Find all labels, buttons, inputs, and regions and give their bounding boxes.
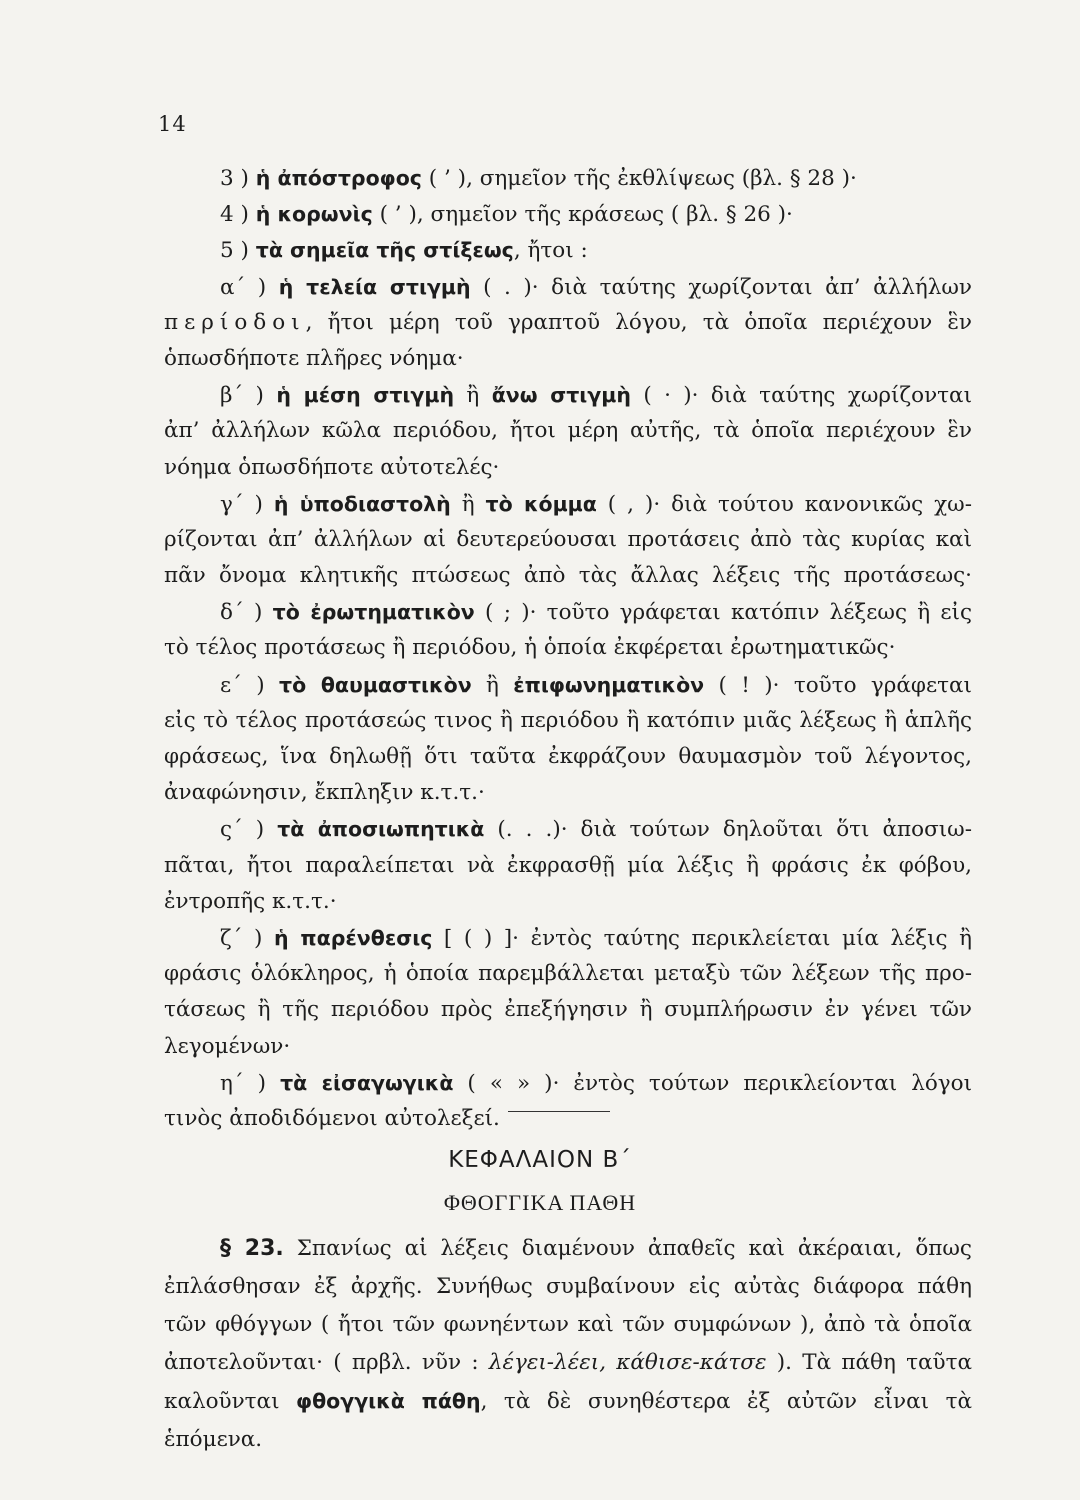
item-text: , ἤτοι :	[513, 238, 588, 264]
subitem-label: η΄ )	[220, 1070, 267, 1096]
subitem-text: [ ( ) ]· ἐντὸς ταύτης περικλείεται μία λέξις ἢ	[432, 925, 973, 951]
subitem-label: β΄ )	[220, 383, 264, 409]
subitem-gamma	[164, 486, 972, 522]
subitem-label: ζ΄ )	[220, 925, 263, 951]
subitem-beta	[164, 377, 972, 413]
term-apostrophe: ἡ ἀπόστροφος	[255, 166, 422, 190]
subitem-eta	[164, 1065, 972, 1101]
subitem-text: , ἤτοι μέρη τοῦ γραπτοῦ λόγου, τὰ ὁποῖα περιέχουν ἓν	[305, 309, 972, 335]
section-text: , τὰ δὲ συνηθέστερα ἐξ αὐτῶν εἶναι τὰ ἑπόμενα.	[164, 1389, 972, 1452]
item-text: ( ’ ), σημεῖον τῆς ἐκθλίψεως (βλ. § 28 )·	[421, 166, 857, 191]
item-text: ( ’ ), σημεῖον τῆς κράσεως ( βλ. § 26 )·	[372, 202, 793, 228]
term-hypodiastole: ἡ ὑποδιαστολὴ	[273, 491, 451, 516]
text-line: φράσεως, ἵνα δηλωθῇ ὅτι ταῦτα ἐκφράζουν θαυμασμὸν τοῦ λέγοντος,	[164, 744, 972, 769]
subitem-text: ( ; )· τοῦτο γράφεται κατόπιν λέξεως ἢ εἰς	[474, 600, 972, 626]
term-interjection: ἐπιφωνηματικὸν	[513, 672, 705, 697]
text-line: τῶν φθόγγων ( ἤτοι τῶν φωνηέντων καὶ τῶν συμφώνων ), ἀπὸ τὰ ὁποῖα	[164, 1312, 972, 1337]
section-text: Σπανίως αἱ λέξεις διαμένουν ἀπαθεῖς καὶ ἀκέραιαι, ὅπως	[283, 1236, 972, 1261]
text-line: λεγομένων·	[164, 1033, 291, 1059]
term-punctuation-marks: τὰ σημεῖα τῆς στίξεως	[255, 238, 514, 263]
text-line: πᾶται, ἤτοι παραλείπεται νὰ ἐκφρασθῇ μία λέξις ἢ φράσις ἐκ φόβου,	[164, 852, 972, 878]
item-label: 5 )	[220, 238, 249, 264]
text-line: τινὸς ἀποδιδόμενοι αὐτολεξεί.	[164, 1105, 500, 1131]
conjunction: ἢ	[454, 383, 492, 409]
subitem-text: ( « » )· ἐντὸς τούτων περικλείονται λόγοι	[453, 1070, 973, 1096]
section-number: § 23.	[220, 1236, 284, 1261]
section-divider	[508, 1111, 610, 1112]
section-text: ). Τὰ πάθη ταῦτα	[766, 1350, 972, 1375]
term-exclamation: τὸ θαυμαστικὸν	[279, 672, 472, 697]
subitem-delta	[164, 594, 972, 630]
term-quotation-marks: τὰ εἰσαγωγικὰ	[280, 1070, 454, 1095]
term-parenthesis: ἡ παρένθεσις	[273, 925, 433, 950]
term-phonetic-changes: φθογγικὰ πάθη	[296, 1389, 481, 1413]
section-text: ἀποτελοῦνται· ( πρβλ. νῦν :	[164, 1350, 489, 1375]
conjunction: ἢ	[450, 491, 486, 517]
term-upper-dot: ἄνω στιγμὴ	[491, 383, 631, 408]
subitem-alpha	[164, 269, 972, 305]
text-line: ρίζονται ἀπ’ ἀλλήλων αἱ δευτερεύουσαι προτάσεις ἀπὸ τὰς κυρίας καὶ	[164, 526, 972, 552]
item-label: 4 )	[220, 202, 249, 228]
text-line: ἀπ’ ἀλλήλων κῶλα περιόδου, ἤτοι μέρη αὐτῆς, τὰ ὁποῖα περιέχουν ἓν	[164, 418, 972, 444]
term-question-mark: τὸ ἐρωτηματικὸν	[272, 600, 475, 625]
punctuation-list	[164, 160, 972, 1137]
item-3	[164, 160, 972, 196]
subitem-text: (. . .)· διὰ τούτων δηλοῦται ὅτι ἀποσιω-	[484, 817, 972, 843]
term-middle-dot: ἡ μέση στιγμὴ	[276, 383, 455, 408]
section-23	[164, 1230, 972, 1452]
text-line	[164, 1344, 972, 1382]
text-line	[164, 1230, 972, 1268]
term-full-stop: ἡ τελεία στιγμὴ	[278, 274, 471, 299]
text-line	[164, 305, 972, 341]
text-line: ὁπωσδήποτε πλῆρες νόημα·	[164, 345, 464, 371]
term-coronis: ἡ κορωνὶς	[255, 202, 373, 227]
subitem-text: ( , )· διὰ τούτου κανονικῶς χω-	[596, 491, 972, 517]
subitem-text: ( · )· διὰ ταύτης χωρίζονται	[630, 383, 972, 409]
text-line: τὸ τέλος προτάσεως ἢ περιόδου, ἡ ὁποία ἐκφέρεται ἐρωτηματικῶς·	[164, 635, 896, 661]
text-line: φράσις ὁλόκληρος, ἡ ὁποία παρεμβάλλεται μεταξὺ τῶν λέξεων τῆς προ-	[164, 961, 972, 987]
subitem-text: ( ! )· τοῦτο γράφεται	[704, 672, 972, 698]
conjunction: ἢ	[471, 672, 514, 698]
example-words: λέγει-λέει, κάθισε-κάτσε	[488, 1350, 767, 1375]
item-5	[164, 232, 972, 268]
subitem-label: δ΄ )	[220, 600, 263, 626]
spaced-word: περίοδοι	[164, 309, 306, 335]
term-ellipsis: τὰ ἀποσιωπητικὰ	[277, 817, 485, 842]
item-4	[164, 196, 972, 232]
subitem-label: ς΄ )	[220, 817, 265, 843]
subitem-epsilon	[164, 667, 972, 703]
text-line: ἐπλάσθησαν ἐξ ἀρχῆς. Συνήθως συμβαίνουν εἰς αὐτὰς διάφορα πάθη	[164, 1274, 972, 1299]
page-number: 14	[158, 112, 187, 136]
text-line: ἀναφώνησιν, ἔκπληξιν κ.τ.τ.·	[164, 780, 485, 806]
subitem-label: ε΄ )	[220, 672, 265, 698]
subitem-label: α΄ )	[220, 274, 267, 300]
term-comma: τὸ κόμμα	[485, 491, 597, 516]
text-line	[164, 1382, 972, 1452]
text-line: ἐντροπῆς κ.τ.τ.·	[164, 888, 337, 914]
subitem-stigma	[164, 811, 972, 847]
text-line: πᾶν ὄνομα κλητικῆς πτώσεως ἀπὸ τὰς ἄλλας λέξεις τῆς προτάσεως·	[164, 563, 972, 589]
subitem-label: γ΄ )	[220, 491, 263, 517]
subitem-zeta	[164, 920, 972, 956]
section-text: καλοῦνται	[164, 1389, 297, 1414]
text-line: εἰς τὸ τέλος προτάσεώς τινος ἢ περιόδου ἢ κατόπιν μιᾶς λέξεως ἢ ἁπλῆς	[164, 707, 972, 733]
subitem-text: ( . )· διὰ ταύτης χωρίζονται ἀπ’ ἀλλήλων	[470, 274, 972, 300]
text-line: τάσεως ἢ τῆς περιόδου πρὸς ἐπεξήγησιν ἢ συμπλήρωσιν ἐν γένει τῶν	[164, 997, 972, 1023]
chapter-subtitle: ΦΘΟΓΓΙΚΑ ΠΑΘΗ	[443, 1190, 637, 1215]
text-line: νόημα ὁπωσδήποτε αὐτοτελές·	[164, 454, 500, 480]
chapter-title: ΚΕΦΑΛΑΙΟΝ Β΄	[448, 1147, 632, 1173]
item-label: 3 )	[220, 166, 249, 191]
